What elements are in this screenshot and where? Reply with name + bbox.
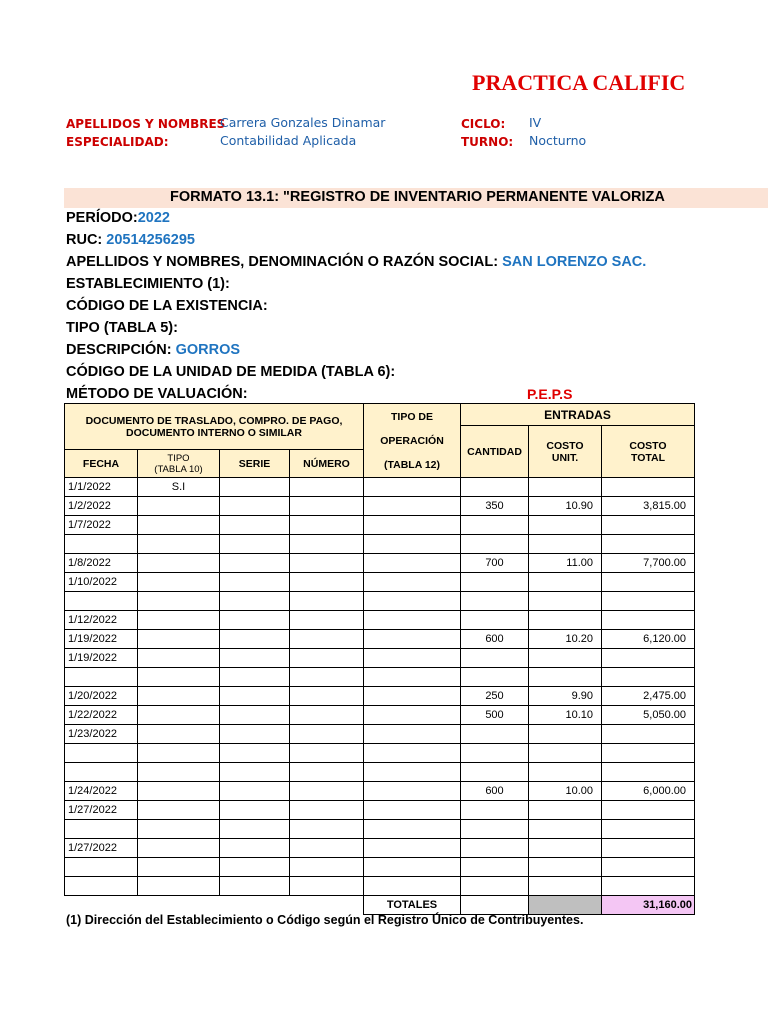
numero-cell xyxy=(290,592,364,611)
footnote: (1) Dirección del Establecimiento o Código según el Registro Único de Contribuyentes. xyxy=(66,913,584,927)
cantidad-header: CANTIDAD xyxy=(461,426,529,478)
tipo-cell xyxy=(138,611,220,630)
cantidad-cell xyxy=(461,535,529,554)
serie-cell xyxy=(220,820,290,839)
numero-cell xyxy=(290,649,364,668)
tipo-cell xyxy=(138,649,220,668)
razon-social-row xyxy=(66,254,646,270)
table-row xyxy=(65,839,695,858)
fecha-cell: 1/23/2022 xyxy=(65,725,138,744)
serie-cell xyxy=(220,763,290,782)
table-row xyxy=(65,820,695,839)
costo-total-cell xyxy=(602,573,695,592)
format-title: FORMATO 13.1: "REGISTRO DE INVENTARIO PERMANENTE VALORIZA xyxy=(170,189,665,205)
tipo-operacion-cell xyxy=(364,554,461,573)
tipo-operacion-cell xyxy=(364,839,461,858)
fecha-cell: 1/27/2022 xyxy=(65,839,138,858)
costo-total-cell xyxy=(602,668,695,687)
numero-cell xyxy=(290,478,364,497)
periodo-row xyxy=(66,210,170,226)
numero-cell xyxy=(290,877,364,896)
costo-unit-cell xyxy=(529,763,602,782)
ruc-value: 20514256295 xyxy=(106,232,195,248)
ruc-row xyxy=(66,232,195,248)
table-row xyxy=(65,478,695,497)
tipo-operacion-cell xyxy=(364,535,461,554)
costo-total-cell xyxy=(602,516,695,535)
tipo-operacion-cell xyxy=(364,687,461,706)
numero-cell xyxy=(290,554,364,573)
totales-costo-unit xyxy=(529,896,602,915)
tipo-cell xyxy=(138,516,220,535)
costo-total-cell: 3,815.00 xyxy=(602,497,695,516)
numero-cell xyxy=(290,782,364,801)
serie-header: SERIE xyxy=(220,450,290,478)
cantidad-cell xyxy=(461,668,529,687)
table-row xyxy=(65,516,695,535)
serie-cell xyxy=(220,801,290,820)
costo-unit-cell xyxy=(529,744,602,763)
tipo-cell xyxy=(138,630,220,649)
tipo-header xyxy=(138,450,220,478)
costo-total-cell xyxy=(602,611,695,630)
numero-cell xyxy=(290,839,364,858)
fecha-cell: 1/8/2022 xyxy=(65,554,138,573)
serie-cell xyxy=(220,592,290,611)
costo-unit-cell: 10.90 xyxy=(529,497,602,516)
table-row xyxy=(65,706,695,725)
numero-cell xyxy=(290,630,364,649)
apellidos-label: APELLIDOS Y NOMBRES xyxy=(66,117,226,131)
fecha-cell xyxy=(65,592,138,611)
tipo-operacion-cell xyxy=(364,725,461,744)
fecha-cell: 1/27/2022 xyxy=(65,801,138,820)
numero-cell xyxy=(290,516,364,535)
fecha-cell: 1/22/2022 xyxy=(65,706,138,725)
numero-cell xyxy=(290,801,364,820)
tipo-operacion-cell xyxy=(364,611,461,630)
cantidad-cell xyxy=(461,763,529,782)
table-row xyxy=(65,801,695,820)
tipo-operacion-cell xyxy=(364,801,461,820)
tipo-operacion-cell xyxy=(364,573,461,592)
periodo-value: 2022 xyxy=(137,210,170,226)
tipo-cell xyxy=(138,858,220,877)
tipo-operacion-line2: OPERACIÓN xyxy=(380,434,444,447)
serie-cell xyxy=(220,516,290,535)
costo-unit-cell xyxy=(529,668,602,687)
tipo-cell xyxy=(138,687,220,706)
ciclo-label: CICLO: xyxy=(461,117,506,131)
tipo-cell xyxy=(138,782,220,801)
costo-total-cell xyxy=(602,725,695,744)
table-row xyxy=(65,649,695,668)
cantidad-cell xyxy=(461,858,529,877)
serie-cell xyxy=(220,478,290,497)
table-row xyxy=(65,782,695,801)
costo-unit-cell xyxy=(529,877,602,896)
apellidos-value: Carrera Gonzales Dinamar xyxy=(220,115,386,130)
cantidad-cell: 350 xyxy=(461,497,529,516)
cantidad-cell: 600 xyxy=(461,782,529,801)
costo-total-cell xyxy=(602,535,695,554)
totales-row xyxy=(65,896,695,915)
costo-total-cell: 2,475.00 xyxy=(602,687,695,706)
table-row xyxy=(65,877,695,896)
table-row xyxy=(65,630,695,649)
table-row xyxy=(65,763,695,782)
costo-total-cell: 5,050.00 xyxy=(602,706,695,725)
numero-cell xyxy=(290,820,364,839)
fecha-cell: 1/2/2022 xyxy=(65,497,138,516)
serie-cell xyxy=(220,630,290,649)
fecha-cell xyxy=(65,763,138,782)
cantidad-cell xyxy=(461,839,529,858)
serie-cell xyxy=(220,782,290,801)
costo-total-cell xyxy=(602,858,695,877)
costo-unit-cell xyxy=(529,592,602,611)
cantidad-cell xyxy=(461,611,529,630)
costo-total-cell: 6,120.00 xyxy=(602,630,695,649)
table-row xyxy=(65,554,695,573)
table-row xyxy=(65,573,695,592)
cantidad-cell xyxy=(461,725,529,744)
fecha-cell: 1/19/2022 xyxy=(65,649,138,668)
codigo-existencia-label: CÓDIGO DE LA EXISTENCIA: xyxy=(66,298,268,314)
tipo-cell xyxy=(138,573,220,592)
fecha-cell: 1/19/2022 xyxy=(65,630,138,649)
totales-cantidad xyxy=(461,896,529,915)
numero-cell xyxy=(290,497,364,516)
numero-cell xyxy=(290,573,364,592)
especialidad-label: ESPECIALIDAD: xyxy=(66,135,169,149)
costo-total-cell: 7,700.00 xyxy=(602,554,695,573)
tipo-operacion-cell xyxy=(364,744,461,763)
costo-total-cell xyxy=(602,877,695,896)
tipo-cell xyxy=(138,877,220,896)
serie-cell xyxy=(220,706,290,725)
fecha-cell: 1/24/2022 xyxy=(65,782,138,801)
tipo-cell xyxy=(138,725,220,744)
header-row-1 xyxy=(65,404,695,426)
costo-total-cell xyxy=(602,801,695,820)
tipo-operacion-line1: TIPO DE xyxy=(390,410,433,423)
tipo-operacion-cell xyxy=(364,478,461,497)
costo-total-header: COSTO TOTAL xyxy=(602,426,695,478)
costo-unit-cell xyxy=(529,573,602,592)
descripcion-label: DESCRIPCIÓN: xyxy=(66,342,172,358)
table-row xyxy=(65,687,695,706)
tipo-header-line1: TIPO xyxy=(167,452,190,464)
cantidad-cell xyxy=(461,573,529,592)
numero-cell xyxy=(290,706,364,725)
tipo-operacion-cell xyxy=(364,706,461,725)
serie-cell xyxy=(220,687,290,706)
numero-cell xyxy=(290,687,364,706)
table-row xyxy=(65,858,695,877)
cantidad-cell: 250 xyxy=(461,687,529,706)
tipo-cell xyxy=(138,744,220,763)
serie-cell xyxy=(220,573,290,592)
numero-header: NÚMERO xyxy=(290,450,364,478)
razon-social-label: APELLIDOS Y NOMBRES, DENOMINACIÓN O RAZÓN SOCIAL: xyxy=(66,254,499,270)
costo-unit-cell xyxy=(529,820,602,839)
tipo-cell xyxy=(138,801,220,820)
costo-total-cell xyxy=(602,763,695,782)
table-row xyxy=(65,592,695,611)
tipo-operacion-cell xyxy=(364,592,461,611)
tipo-operacion-cell xyxy=(364,877,461,896)
table-row xyxy=(65,611,695,630)
tipo-operacion-cell xyxy=(364,668,461,687)
practice-title: PRACTICA CALIFIC xyxy=(472,70,686,95)
especialidad-value: Contabilidad Aplicada xyxy=(220,133,357,148)
totales-value: 31,160.00 xyxy=(602,896,695,915)
ruc-label: RUC: xyxy=(66,232,103,248)
costo-unit-cell xyxy=(529,858,602,877)
tipo-operacion-cell xyxy=(364,763,461,782)
entradas-header: ENTRADAS xyxy=(461,404,695,426)
tipo-cell: S.I xyxy=(138,478,220,497)
fecha-cell xyxy=(65,668,138,687)
costo-total-cell xyxy=(602,839,695,858)
serie-cell xyxy=(220,497,290,516)
fecha-cell xyxy=(65,744,138,763)
costo-unit-cell: 11.00 xyxy=(529,554,602,573)
costo-total-cell xyxy=(602,649,695,668)
costo-unit-cell xyxy=(529,535,602,554)
establecimiento-label: ESTABLECIMIENTO (1): xyxy=(66,276,230,292)
serie-cell xyxy=(220,725,290,744)
serie-cell xyxy=(220,649,290,668)
costo-unit-cell xyxy=(529,516,602,535)
descripcion-value: GORROS xyxy=(175,342,241,358)
table-row xyxy=(65,725,695,744)
tipo-cell xyxy=(138,535,220,554)
cantidad-cell: 500 xyxy=(461,706,529,725)
costo-unit-cell xyxy=(529,649,602,668)
costo-unit-cell xyxy=(529,839,602,858)
fecha-cell xyxy=(65,820,138,839)
fecha-cell: 1/20/2022 xyxy=(65,687,138,706)
tipo-operacion-cell xyxy=(364,497,461,516)
numero-cell xyxy=(290,744,364,763)
numero-cell xyxy=(290,763,364,782)
tipo-operacion-cell xyxy=(364,858,461,877)
fecha-cell: 1/7/2022 xyxy=(65,516,138,535)
costo-unit-cell: 10.00 xyxy=(529,782,602,801)
cantidad-cell xyxy=(461,592,529,611)
cantidad-cell: 700 xyxy=(461,554,529,573)
turno-label: TURNO: xyxy=(461,135,514,149)
cantidad-cell xyxy=(461,801,529,820)
serie-cell xyxy=(220,839,290,858)
tipo-operacion-line3: (TABLA 12) xyxy=(384,458,440,471)
serie-cell xyxy=(220,858,290,877)
tipo-tabla5-label: TIPO (TABLA 5): xyxy=(66,320,178,336)
tipo-cell xyxy=(138,668,220,687)
tipo-operacion-cell xyxy=(364,630,461,649)
fecha-header: FECHA xyxy=(65,450,138,478)
tipo-cell xyxy=(138,706,220,725)
cantidad-cell xyxy=(461,744,529,763)
costo-unit-header: COSTO UNIT. xyxy=(529,426,602,478)
costo-unit-cell: 10.20 xyxy=(529,630,602,649)
tipo-cell xyxy=(138,592,220,611)
documento-header: DOCUMENTO DE TRASLADO, COMPRO. DE PAGO, DOCUMENTO INTERNO O SIMILAR xyxy=(65,404,364,450)
costo-unit-cell xyxy=(529,725,602,744)
tipo-cell xyxy=(138,839,220,858)
tipo-cell xyxy=(138,763,220,782)
costo-total-cell xyxy=(602,478,695,497)
descripcion-row xyxy=(66,342,240,358)
inventory-table xyxy=(64,403,695,915)
cantidad-cell: 600 xyxy=(461,630,529,649)
tipo-operacion-header xyxy=(364,404,461,478)
table-row xyxy=(65,744,695,763)
fecha-cell: 1/10/2022 xyxy=(65,573,138,592)
tipo-cell xyxy=(138,554,220,573)
tipo-cell xyxy=(138,497,220,516)
cantidad-cell xyxy=(461,516,529,535)
table-row xyxy=(65,497,695,516)
table-row xyxy=(65,668,695,687)
table-row xyxy=(65,535,695,554)
costo-unit-cell xyxy=(529,478,602,497)
tipo-operacion-cell xyxy=(364,820,461,839)
metodo-valuacion-label: MÉTODO DE VALUACIÓN: xyxy=(66,386,248,402)
numero-cell xyxy=(290,668,364,687)
cantidad-cell xyxy=(461,877,529,896)
serie-cell xyxy=(220,611,290,630)
turno-value: Nocturno xyxy=(529,133,587,148)
tipo-header-line2: (TABLA 10) xyxy=(154,463,203,475)
fecha-cell xyxy=(65,858,138,877)
numero-cell xyxy=(290,535,364,554)
totales-label: TOTALES xyxy=(364,896,461,915)
cantidad-cell xyxy=(461,820,529,839)
costo-unit-cell xyxy=(529,611,602,630)
numero-cell xyxy=(290,611,364,630)
tipo-operacion-cell xyxy=(364,649,461,668)
fecha-cell: 1/12/2022 xyxy=(65,611,138,630)
cantidad-cell xyxy=(461,478,529,497)
serie-cell xyxy=(220,877,290,896)
serie-cell xyxy=(220,668,290,687)
cantidad-cell xyxy=(461,649,529,668)
unidad-medida-label: CÓDIGO DE LA UNIDAD DE MEDIDA (TABLA 6): xyxy=(66,364,396,380)
numero-cell xyxy=(290,725,364,744)
fecha-cell xyxy=(65,877,138,896)
serie-cell xyxy=(220,554,290,573)
costo-total-cell: 6,000.00 xyxy=(602,782,695,801)
costo-unit-cell xyxy=(529,801,602,820)
costo-unit-cell: 10.10 xyxy=(529,706,602,725)
fecha-cell xyxy=(65,535,138,554)
costo-unit-cell: 9.90 xyxy=(529,687,602,706)
numero-cell xyxy=(290,858,364,877)
ciclo-value: IV xyxy=(529,115,542,130)
serie-cell xyxy=(220,744,290,763)
metodo-valuacion-value: P.E.P.S xyxy=(527,386,573,402)
serie-cell xyxy=(220,535,290,554)
tipo-operacion-cell xyxy=(364,782,461,801)
totales-spacer xyxy=(65,896,364,915)
costo-total-cell xyxy=(602,744,695,763)
periodo-label: PERÍODO: xyxy=(66,210,138,226)
costo-total-cell xyxy=(602,820,695,839)
costo-total-cell xyxy=(602,592,695,611)
razon-social-value: SAN LORENZO SAC. xyxy=(502,254,647,270)
tipo-cell xyxy=(138,820,220,839)
fecha-cell: 1/1/2022 xyxy=(65,478,138,497)
tipo-operacion-cell xyxy=(364,516,461,535)
